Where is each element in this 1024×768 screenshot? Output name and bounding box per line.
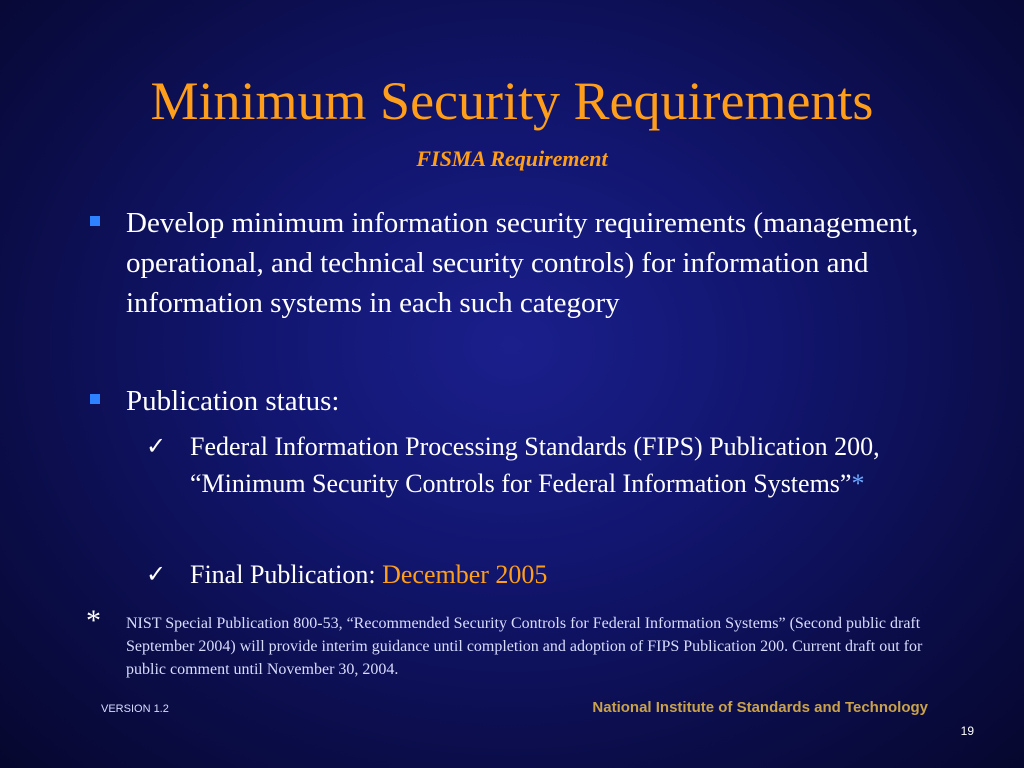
slide-title: Minimum Security Requirements bbox=[150, 71, 874, 131]
version-label: VERSION 1.2 bbox=[101, 703, 169, 715]
square-bullet-icon bbox=[90, 216, 100, 226]
checkmark-icon: ✓ bbox=[146, 432, 167, 460]
sub-bullet-label: Final Publication: bbox=[190, 560, 383, 589]
bullet-item bbox=[126, 381, 936, 421]
checkmark-icon: ✓ bbox=[146, 560, 167, 588]
footnote-text: NIST Special Publication 800-53, “Recommended Security Controls for Federal Information Systems” (Second public draft September 2004) will provide interim guidance until completion and adoption of FIPS Publication 200. Current draft out for public comment until November 30, 2004. bbox=[126, 615, 923, 678]
footnote-marker: * bbox=[851, 469, 865, 498]
bullet-text: Develop minimum information security requirements (management, operational, and technical security controls) for information and information systems in each such category bbox=[126, 207, 919, 319]
bullet-text: Publication status: bbox=[126, 385, 340, 417]
sub-bullet-item bbox=[146, 556, 930, 593]
sub-bullet-item bbox=[146, 428, 930, 502]
footnote-asterisk: * bbox=[86, 604, 101, 637]
square-bullet-icon bbox=[90, 394, 100, 404]
organization-name: National Institute of Standards and Technology bbox=[592, 699, 928, 716]
publication-date: December 2005 bbox=[382, 560, 548, 589]
slide-subtitle: FISMA Requirement bbox=[416, 146, 608, 171]
page-number: 19 bbox=[960, 724, 974, 738]
sub-bullet-text: Federal Information Processing Standards (FIPS) Publication 200, “Minimum Security Controls for Federal Information Systems” bbox=[190, 432, 880, 498]
bullet-item bbox=[126, 203, 936, 323]
